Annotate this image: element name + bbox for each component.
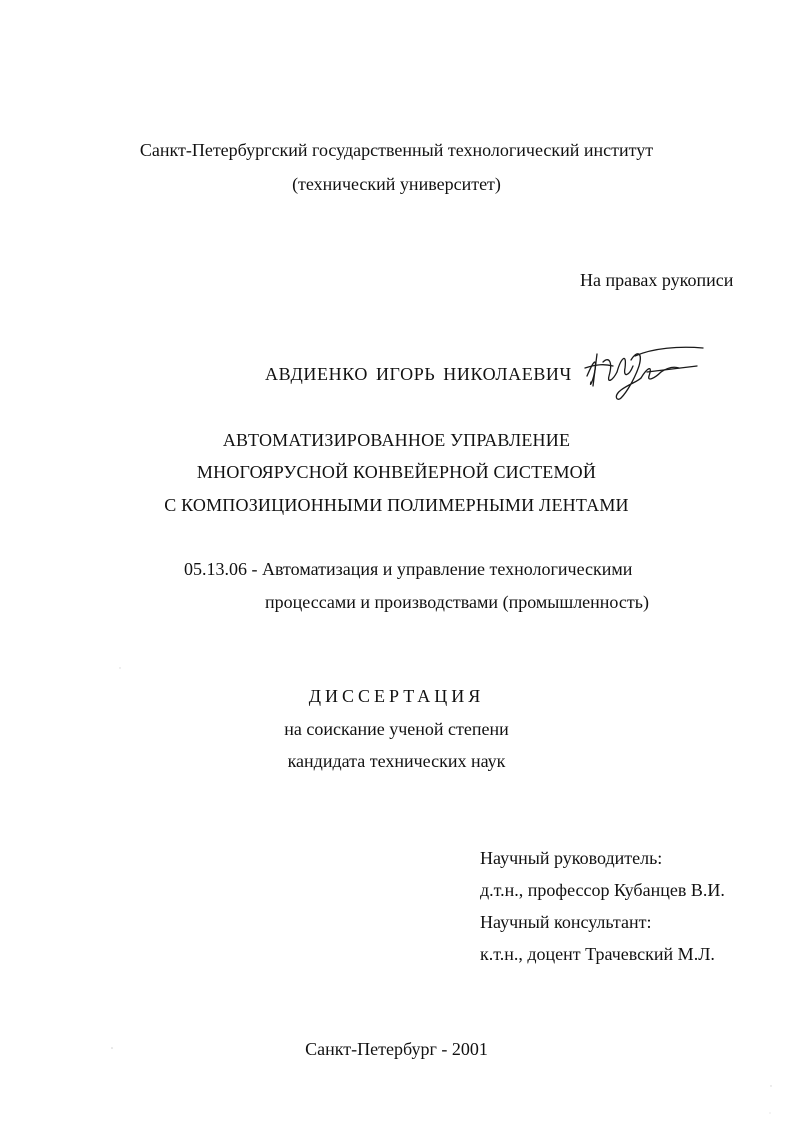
specialty-code: 05.13.06 - Автоматизация и управление технологическими [184,559,633,579]
title-line-2: МНОГОЯРУСНОЙ КОНВЕЙЕРНОЙ СИСТЕМОЙ [196,462,597,482]
consultant-name: к.т.н., доцент Трачевский М.Л. [480,944,715,964]
supervisor-label: Научный руководитель: [480,848,663,868]
degree-line-1: на соискание ученой степени [284,719,509,739]
specialty-description: процессами и производствами (промышленность) [265,592,649,612]
author-first-name: ИГОРЬ [375,364,436,384]
handwritten-signature [583,342,708,404]
title-line-3: С КОМПОЗИЦИОННЫМИ ПОЛИМЕРНЫМИ ЛЕНТАМИ [164,495,629,515]
work-type-heading: ДИССЕРТАЦИЯ [308,686,485,706]
rights-note: На правах рукописи [580,270,734,290]
degree-line-2: кандидата технических наук [287,751,506,771]
institution-subtitle: (технический университет) [292,174,501,194]
supervisor-name: д.т.н., профессор Кубанцев В.И. [480,880,725,900]
title-line-1: АВТОМАТИЗИРОВАННОЕ УПРАВЛЕНИЕ [222,430,571,450]
consultant-label: Научный консультант: [480,912,652,932]
author-patronymic: НИКОЛАЕВИЧ [443,364,572,384]
institution-name: Санкт-Петербургский государственный технологический институт [139,140,654,160]
city-year: Санкт-Петербург - 2001 [305,1039,488,1059]
author-name [265,362,572,386]
author-surname: АВДИЕНКО [265,364,368,384]
